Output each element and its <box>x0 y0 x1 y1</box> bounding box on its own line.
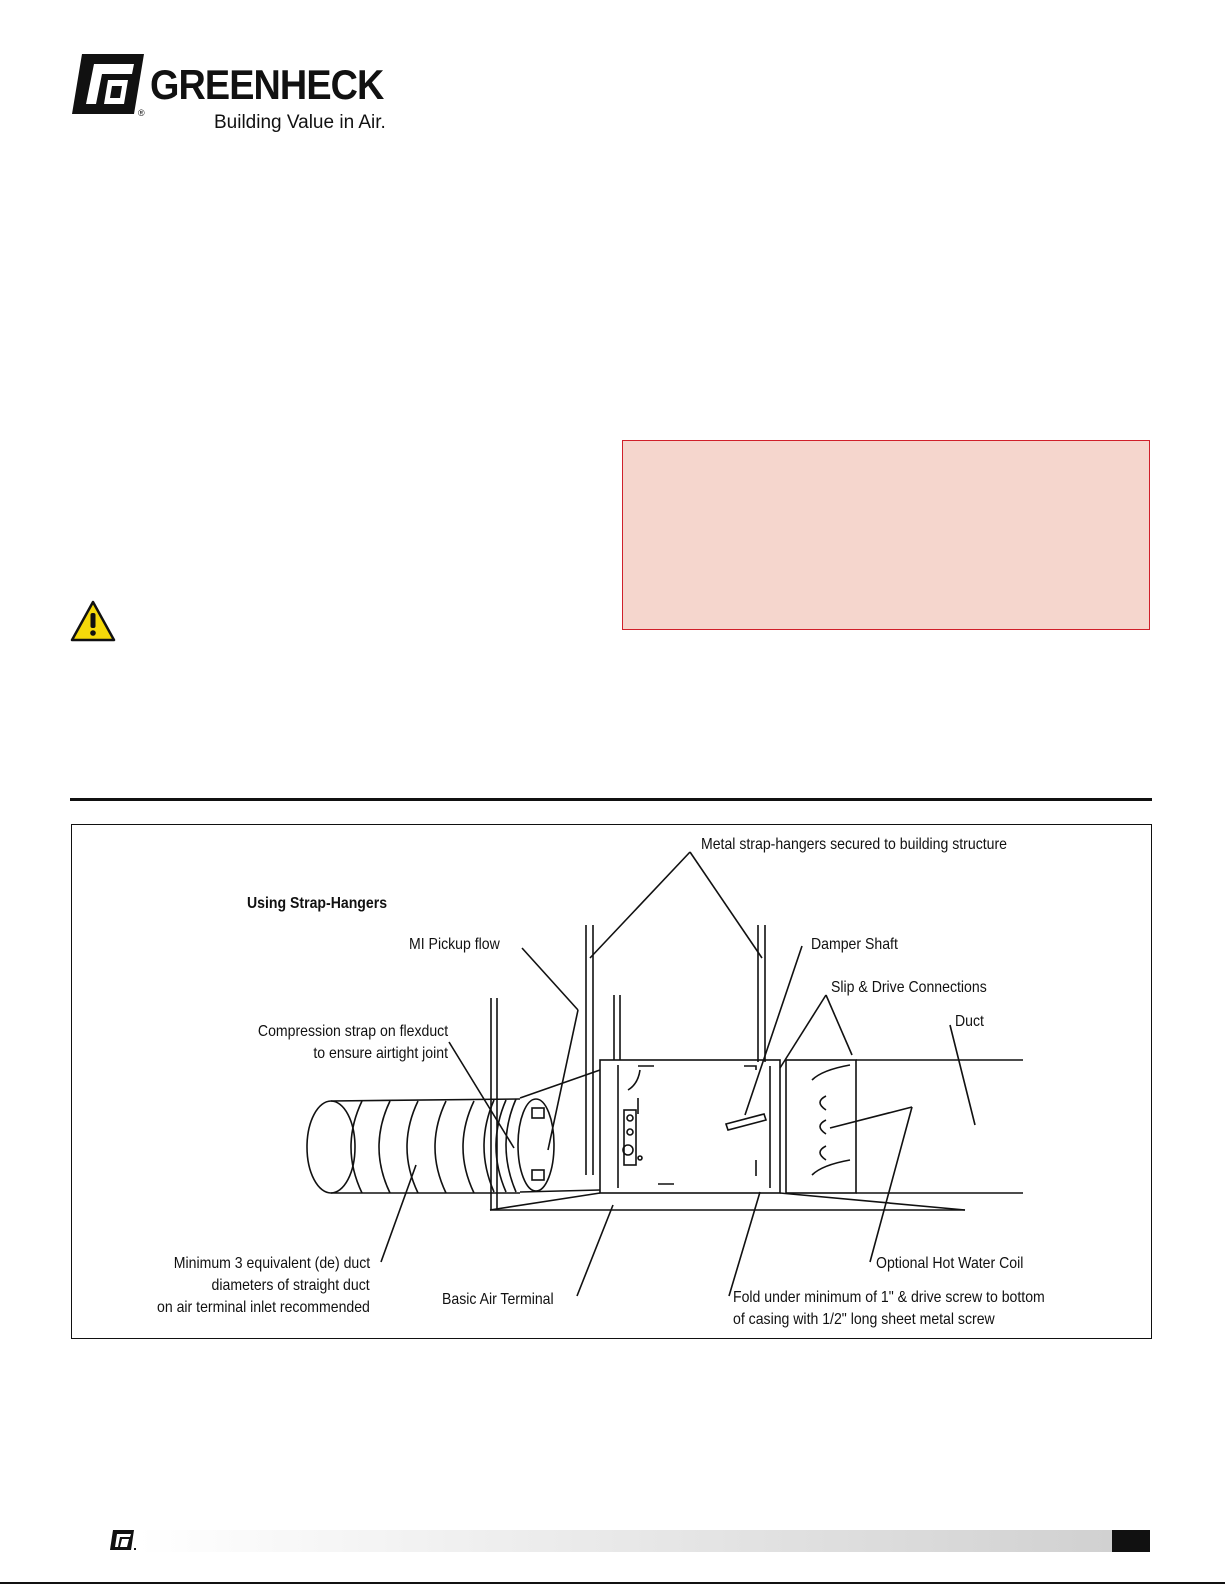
label-basic-air-terminal: Basic Air Terminal <box>442 1291 554 1308</box>
flex-duct <box>307 1099 520 1193</box>
label-compression-strap-line2: to ensure airtight joint <box>313 1045 448 1062</box>
section-divider <box>70 798 1152 801</box>
page-number-box <box>1112 1530 1150 1552</box>
footer-bar <box>138 1530 1150 1552</box>
label-slip-drive: Slip & Drive Connections <box>831 979 987 996</box>
label-minimum-line2: diameters of straight duct <box>211 1277 370 1294</box>
label-minimum-line1: Minimum 3 equivalent (de) duct <box>173 1255 370 1272</box>
registered-mark: ® <box>138 108 145 118</box>
label-compression-strap-line1: Compression strap on flexduct <box>257 1023 448 1040</box>
figure-title: Using Strap-Hangers <box>247 895 388 912</box>
label-minimum-line3: on air terminal inlet recommended <box>157 1299 370 1316</box>
page-bottom-rule <box>0 1582 1225 1584</box>
brand-name: GREENHECK <box>150 61 384 108</box>
basic-air-terminal-casing <box>490 1060 965 1210</box>
label-strap-hangers: Metal strap-hangers secured to building structure <box>701 836 1008 853</box>
label-fold-under-line1: Fold under minimum of 1" & drive screw to bottom <box>733 1289 1045 1306</box>
damper-shaft <box>726 1114 766 1130</box>
footer-logo-mark <box>108 1528 138 1554</box>
label-fold-under-line2: of casing with 1/2" long sheet metal screw <box>733 1311 995 1328</box>
brand-tagline: Building Value in Air. <box>214 112 386 133</box>
label-hot-water-coil: Optional Hot Water Coil <box>876 1255 1024 1272</box>
warning-icon <box>70 600 116 642</box>
hot-water-coil <box>786 1060 1023 1193</box>
label-mi-pickup: MI Pickup flow <box>409 936 500 953</box>
label-duct: Duct <box>955 1013 984 1030</box>
label-damper-shaft: Damper Shaft <box>811 936 898 953</box>
danger-notice-box <box>622 440 1150 630</box>
